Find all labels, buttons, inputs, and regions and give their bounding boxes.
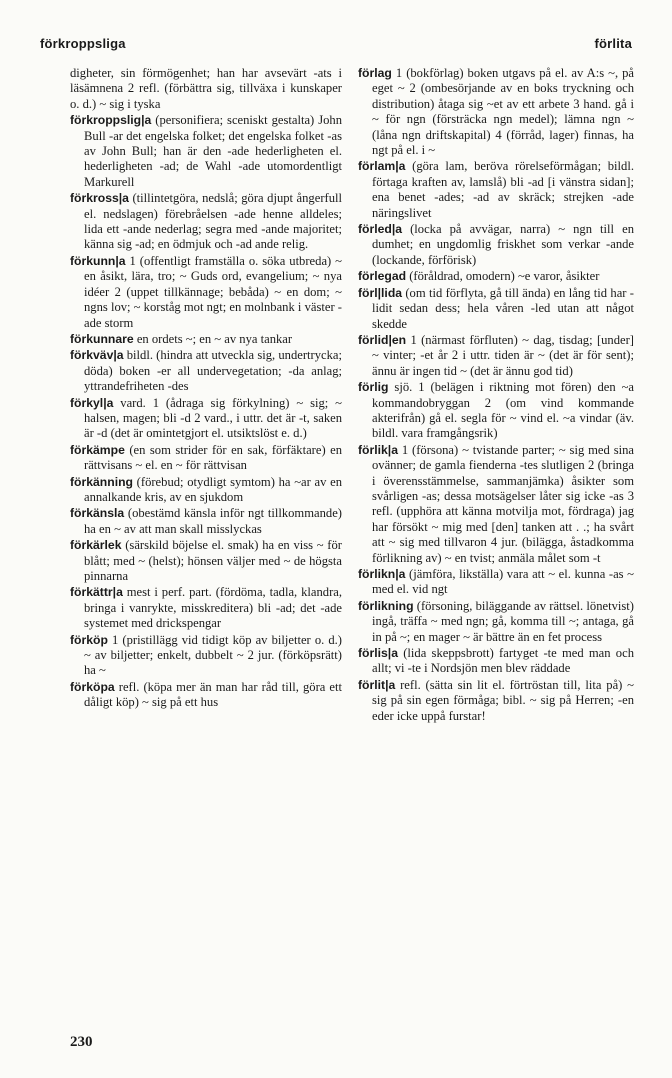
entry-definition: mest i perf. part. (fördöma, tadla, klandra, bringa i vanrykte, misskreditera) bli -ad; det -ade systemet med drickspengar — [84, 585, 342, 631]
entry-headword: förköpa — [70, 679, 115, 694]
dictionary-entry — [358, 286, 634, 332]
entry-headword: förkämpe — [70, 442, 125, 457]
entry-definition: 1 (försona) ~ tvistande parter; ~ sig med sina ovänner; de gamla fienderna -tes slutligen 2 (bringa i överensstämmelse, sammanjämka) åsikter som svårligen -as; dessa motsägelser låter sig icke -as 3 refl. (upphöra att känna motvilja mot, fördraga) jag har försökt ~ mig med [den] tanken att . .; ha svårt att ~ sig med tillvaron 4 jur. (bilägga, åstadkomma förlikning av) ~ en tvist; anmäla målet som -t — [372, 442, 634, 565]
entry-definition: (förebud; otydligt symtom) ha ~ar av en annalkande kris, av en sjukdom — [84, 474, 342, 504]
dictionary-entry — [70, 348, 342, 394]
entry-headword: förkättr|a — [70, 585, 123, 600]
entry-headword: förköp — [70, 632, 108, 647]
left-column — [70, 66, 342, 712]
entry-definition: 1 (närmast förfluten) ~ dag, tisdag; [under] ~ vinter; -et år 2 i uttr. tiden är ~ (det är för sent); ännu är ingen tid ~ (det är ännu god tid) — [372, 332, 634, 378]
entry-definition: 1 (bokförlag) boken utgavs på el. av A:s ~, på eget ~ 2 (ombesörjande av en boks tryckning och distribution) åtaga sig ~et av ett arbete 3 hand. gå i ~ för ngn (försträcka ngn medel); lämna ngn ~ (låna ngn driftskapital) 4 (förråd, lager) finnas, ha ngt på el. i ~ — [372, 66, 634, 158]
dictionary-entry — [70, 66, 342, 112]
dictionary-entry — [358, 222, 634, 268]
entry-headword: förl|lida — [358, 285, 403, 300]
dictionary-entry — [358, 66, 634, 158]
dictionary-entry — [358, 646, 634, 677]
dictionary-entry — [70, 475, 342, 506]
dictionary-entry — [358, 333, 634, 379]
entry-headword: förlegad — [358, 269, 407, 284]
entry-headword: förkunn|a — [70, 253, 126, 268]
entry-definition: en ordets ~; en ~ av nya tankar — [133, 331, 293, 346]
entry-headword: förlik|a — [358, 442, 398, 457]
entry-definition: (föråldrad, omodern) ~e varor, åsikter — [406, 269, 600, 284]
entry-definition: (särskild böjelse el. smak) ha en viss ~ för blått; med ~ (helst); hönsen väljer med ~ de högsta pinnarna — [84, 538, 342, 583]
header-first-word: förkroppsliga — [40, 36, 126, 51]
entry-headword: förkroppslig|a — [70, 113, 152, 128]
dictionary-entry — [358, 599, 634, 645]
entry-definition: (försoning, biläggande av rättsel. lönetvist) ingå, träffa ~ med ngn; gå, komma till ~; antaga, gå in på ~; en mager ~ är bättre än en fet process — [372, 598, 634, 644]
dictionary-entry — [70, 113, 342, 190]
page-number: 230 — [70, 1034, 93, 1050]
entry-definition: vard. 1 (ådraga sig förkylning) ~ sig; ~ halsen, magen; bli -d 2 vard., i uttr. det är -t, saken är -d (det är omintetgjort el. utsiktslöst e. d.) — [84, 395, 342, 441]
running-header — [40, 36, 632, 56]
entry-headword: förlig — [358, 380, 389, 395]
entry-definition: (jämföra, likställa) vara att ~ el. kunna -as ~ med el. vid ngt — [372, 567, 634, 597]
entry-headword: förkänsla — [70, 506, 125, 521]
entry-headword: förkross|a — [70, 191, 129, 206]
entry-headword: förkyl|a — [70, 395, 114, 410]
dictionary-entry — [358, 567, 634, 598]
entry-definition: (locka på avvägar, narra) ~ ngn till en dumhet; en ungdomlig friskhet som verkar -ande (lockande, förförisk) — [372, 222, 634, 267]
dictionary-entry — [358, 269, 634, 284]
dictionary-entry — [358, 443, 634, 566]
entry-definition: refl. (sätta sin lit el. förtröstan till, lita på) ~ sig på sin egen förmåga; bibl. ~ sig på Herren; -en eder icke uppå furstar! — [372, 677, 634, 723]
dictionary-entry — [358, 380, 634, 442]
entry-headword: förlikning — [358, 598, 414, 613]
entry-definition: 1 (pristillägg vid tidigt köp av biljetter o. d.) ~ av biljetter; enkelt, dubbelt ~ 2 jur. (förköpsrätt) ha ~ — [84, 632, 342, 678]
entry-headword: förkänning — [70, 474, 133, 489]
entry-definition: (obestämd känsla inför ngt tillkommande) ha en ~ av att man skall misslyckas — [84, 506, 342, 536]
header-last-word: förlita — [594, 36, 632, 51]
entry-definition: refl. (köpa mer än man har råd till, göra ett dåligt köp) ~ sig på ett hus — [84, 679, 342, 710]
entry-headword: förled|a — [358, 222, 403, 237]
dictionary-entry — [70, 538, 342, 584]
entry-headword: förkunnare — [70, 331, 134, 346]
dictionary-entry — [70, 506, 342, 537]
dictionary-entry — [70, 680, 342, 711]
entry-definition: (en som strider för en sak, förfäktare) en rättvisans ~ el. en ~ för rättvisan — [84, 442, 342, 473]
entry-definition: digheter, sin förmögenhet; han har avsevärt -ats i läsämnena 2 refl. (förbättra sig, tillväxa i kunskaper o. d.) ~ sig i tyska — [70, 66, 342, 111]
entry-definition: (tillintetgöra, nedslå; göra djupt ångerfull el. nedslagen) förebråelsen -ade henne alldeles; lida ett -ande nederlag; segra med -ande majoritet; känna sig -ad; en ödmjuk och -ad ande relig. — [84, 191, 342, 252]
dictionary-entry — [70, 191, 342, 253]
entry-headword: förlid|en — [358, 332, 407, 347]
dictionary-entry — [358, 159, 634, 221]
dictionary-entry — [70, 633, 342, 679]
dictionary-entry — [70, 332, 342, 347]
entry-definition: 1 (offentligt framställa o. söka utbreda) ~ en åsikt, lära, tro; ~ Guds ord, evangelium; ~ nya idéer 2 (uppet tillkännage; bebåda) ~ en dom; ~ ngns lov; ~ korståg mot ngt; en molnbank i väster -ade storm — [84, 253, 342, 330]
entry-definition: (göra lam, beröva rörelseförmågan; bildl. förtaga kraften av, lamslå) bli -ad [i vänstra sidan]; ena benet -ades; -ad av skräck; strejken -ade näringslivet — [372, 159, 634, 220]
entry-headword: förlam|a — [358, 159, 406, 174]
dictionary-entry — [70, 254, 342, 331]
dictionary-entry — [70, 443, 342, 474]
dictionary-entry — [358, 678, 634, 724]
entry-definition: (om tid förflyta, gå till ända) en lång tid har -lidit sedan dess; hela våren -led utan att något skedde — [372, 285, 634, 331]
entry-headword: förlis|a — [358, 646, 398, 661]
entry-headword: förlag — [358, 66, 392, 80]
dictionary-entry — [70, 585, 342, 631]
entry-definition: (lida skeppsbrott) fartyget -te med man och allt; vi -te i Nordsjön men blev räddade — [372, 646, 634, 676]
right-column — [358, 66, 634, 725]
entry-definition: bildl. (hindra att utveckla sig, undertrycka; döda) boken -er all undervegetation; -da anlag; yttrandefriheten -des — [84, 348, 342, 394]
entry-headword: förlikn|a — [358, 567, 406, 581]
entry-definition: sjö. 1 (belägen i riktning mot fören) den ~a kommandobryggan 2 (om vind kommande akterifrån) gå el. segla för ~ vind el. ~a vindar (äv. bildl. vara framgångsrik) — [372, 380, 634, 441]
dictionary-entry — [70, 396, 342, 442]
entry-headword: förkväv|a — [70, 348, 124, 363]
entry-headword: förkärlek — [70, 538, 122, 553]
entry-definition: (personifiera; sceniskt gestalta) John Bull -ar det engelska folket; det engelska folket -as av John Bull; han är den -ade hederligheten el. hederligheten -ad; de Wahl -ade utomordentligt Markurell — [84, 113, 342, 189]
entry-headword: förlit|a — [358, 677, 396, 692]
